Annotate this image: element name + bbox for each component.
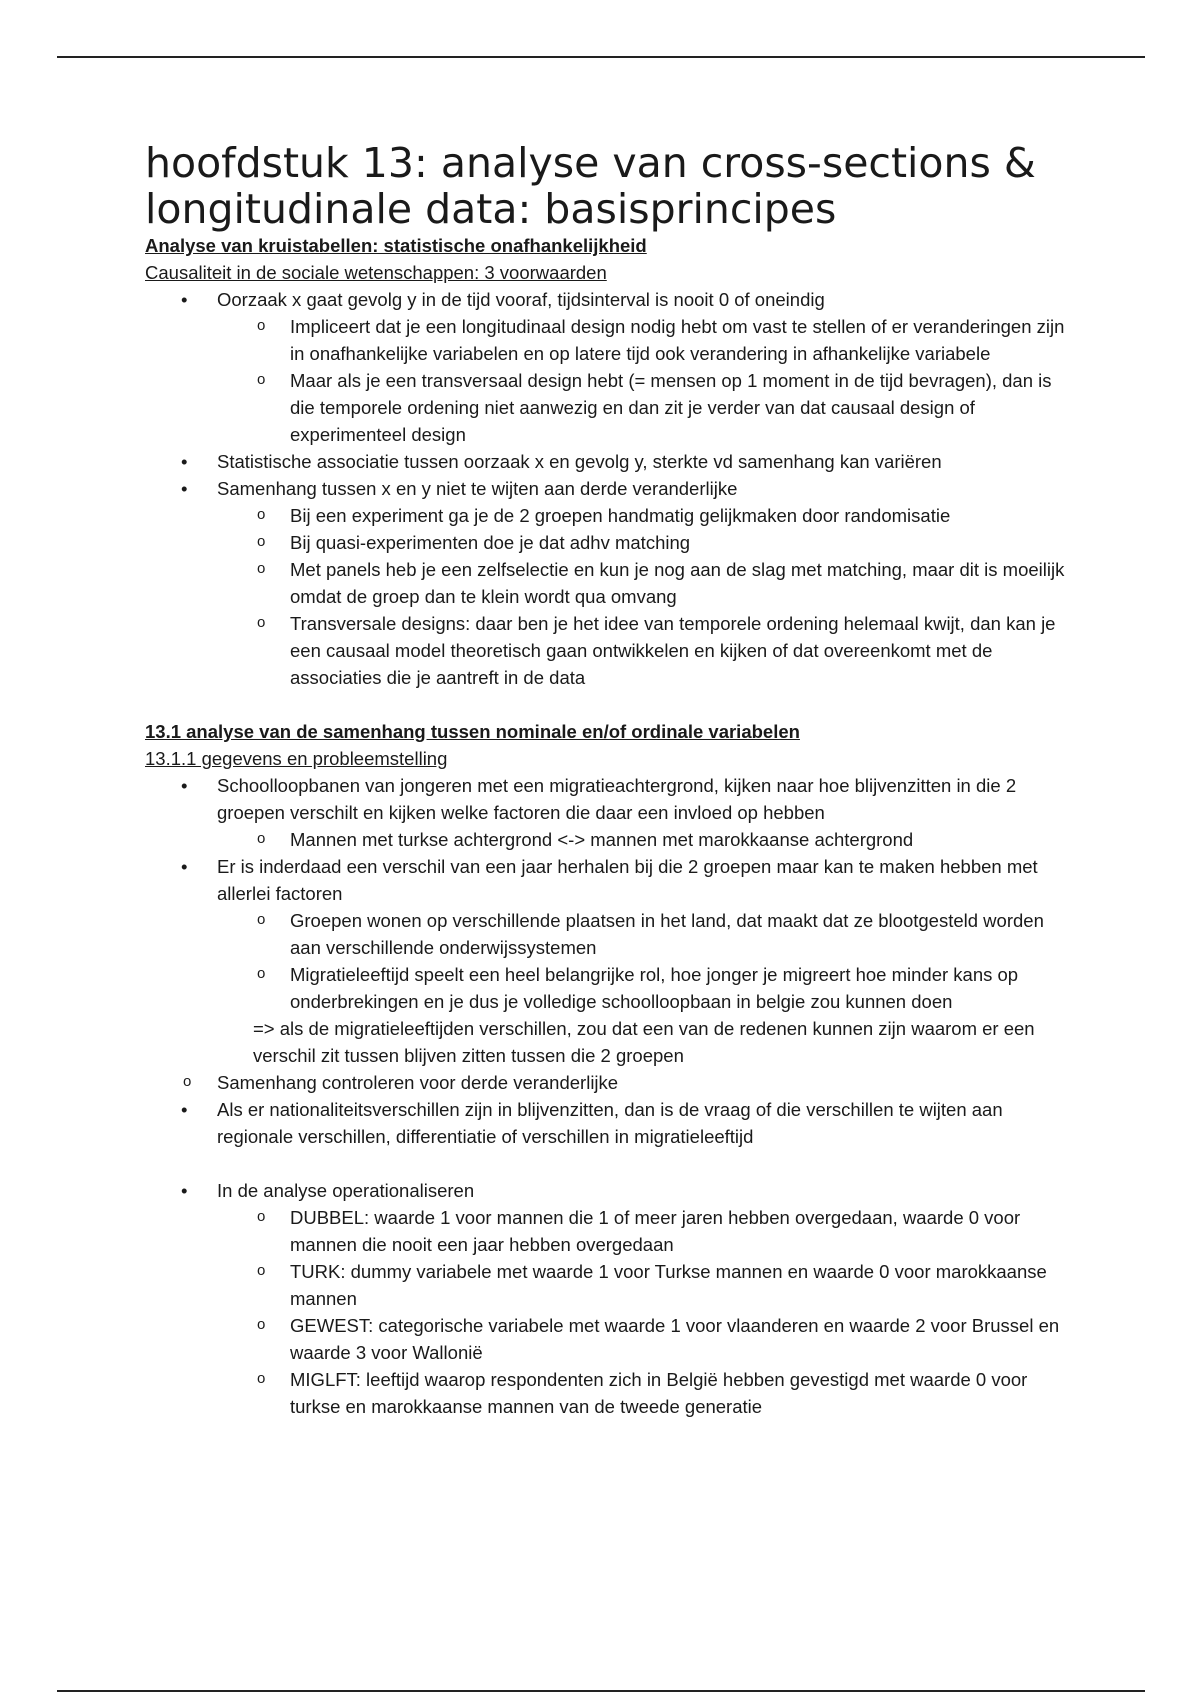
list-item: o Bij quasi-experimenten doe je dat adhv matching — [145, 529, 1065, 556]
footer-rule — [57, 1690, 1145, 1692]
list-item: o Transversale designs: daar ben je het idee van temporele ordening helemaal kwijt, dan kan je een causaal model theoretisch gaan ontwikkelen en kijken of dat overeenkomt met de associaties die je aantreft in de data — [145, 610, 1065, 691]
list-item: • Er is inderdaad een verschil van een jaar herhalen bij die 2 groepen maar kan te maken hebben met allerlei factoren — [145, 853, 1065, 907]
list-item: • Als er nationaliteitsverschillen zijn in blijvenzitten, dan is de vraag of die verschillen te wijten aan regionale verschillen, differentiatie of verschillen in migratieleeftijd — [145, 1096, 1065, 1150]
list-item: o Impliceert dat je een longitudinaal design nodig hebt om vast te stellen of er veranderingen zijn in onafhankelijke variabelen en op latere tijd ook verandering in afhankelijke variabele — [145, 313, 1065, 367]
bullet-list — [145, 286, 1065, 691]
section-heading: Analyse van kruistabellen: statistische onafhankelijkheid — [145, 235, 647, 256]
list-item: o MIGLFT: leeftijd waarop respondenten zich in België hebben gevestigd met waarde 0 voor turkse en marokkaanse mannen van de tweede generatie — [145, 1366, 1065, 1420]
bullet-list — [145, 1177, 1065, 1420]
section-heading: 13.1 analyse van de samenhang tussen nominale en/of ordinale variabelen — [145, 721, 800, 742]
title-line-1: hoofdstuk 13: analyse van cross-sections & — [145, 139, 1036, 187]
spacer — [145, 691, 1065, 718]
list-item: • Samenhang tussen x en y niet te wijten aan derde veranderlijke — [145, 475, 1065, 502]
bullet-list — [145, 1069, 1065, 1150]
title-line-2: longitudinale data: basisprincipes — [145, 185, 837, 233]
list-item: o Mannen met turkse achtergrond <-> mannen met marokkaanse achtergrond — [145, 826, 1065, 853]
page-title — [145, 140, 1065, 232]
note-text: => als de migratieleeftijden verschillen, zou dat een van de redenen kunnen zijn waarom er een verschil zit tussen blijven zitten tussen die 2 groepen — [253, 1018, 1035, 1066]
document-page — [145, 140, 1065, 1420]
list-item: o Bij een experiment ga je de 2 groepen handmatig gelijkmaken door randomisatie — [145, 502, 1065, 529]
list-item: o Maar als je een transversaal design hebt (= mensen op 1 moment in de tijd bevragen), dan is die temporele ordening niet aanwezig en dan zit je verder van dat causaal design of experimenteel design — [145, 367, 1065, 448]
list-item: o Samenhang controleren voor derde veranderlijke — [145, 1069, 1065, 1096]
spacer — [145, 1150, 1065, 1177]
list-item: o GEWEST: categorische variabele met waarde 1 voor vlaanderen en waarde 2 voor Brussel en waarde 3 voor Wallonië — [145, 1312, 1065, 1366]
subsection-heading: Causaliteit in de sociale wetenschappen: 3 voorwaarden — [145, 262, 607, 283]
header-rule — [57, 56, 1145, 58]
list-item: • Oorzaak x gaat gevolg y in de tijd vooraf, tijdsinterval is nooit 0 of oneindig — [145, 286, 1065, 313]
list-item: • In de analyse operationaliseren — [145, 1177, 1065, 1204]
list-item: • Statistische associatie tussen oorzaak x en gevolg y, sterkte vd samenhang kan variëren — [145, 448, 1065, 475]
list-item: o Met panels heb je een zelfselectie en kun je nog aan de slag met matching, maar dit is moeilijk omdat de groep dan te klein wordt qua omvang — [145, 556, 1065, 610]
list-item: o Migratieleeftijd speelt een heel belangrijke rol, hoe jonger je migreert hoe minder kans op onderbrekingen en je dus je volledige schoolloopbaan in belgie zou kunnen doen — [145, 961, 1065, 1015]
list-item: • Schoolloopbanen van jongeren met een migratieachtergrond, kijken naar hoe blijvenzitten in die 2 groepen verschilt en kijken welke factoren die daar een invloed op hebben — [145, 772, 1065, 826]
list-item: o DUBBEL: waarde 1 voor mannen die 1 of meer jaren hebben overgedaan, waarde 0 voor mannen die nooit een jaar hebben overgedaan — [145, 1204, 1065, 1258]
list-item: o Groepen wonen op verschillende plaatsen in het land, dat maakt dat ze blootgesteld worden aan verschillende onderwijssystemen — [145, 907, 1065, 961]
subsection-heading: 13.1.1 gegevens en probleemstelling — [145, 748, 448, 769]
list-item: o TURK: dummy variabele met waarde 1 voor Turkse mannen en waarde 0 voor marokkaanse mannen — [145, 1258, 1065, 1312]
bullet-list — [145, 772, 1065, 1015]
